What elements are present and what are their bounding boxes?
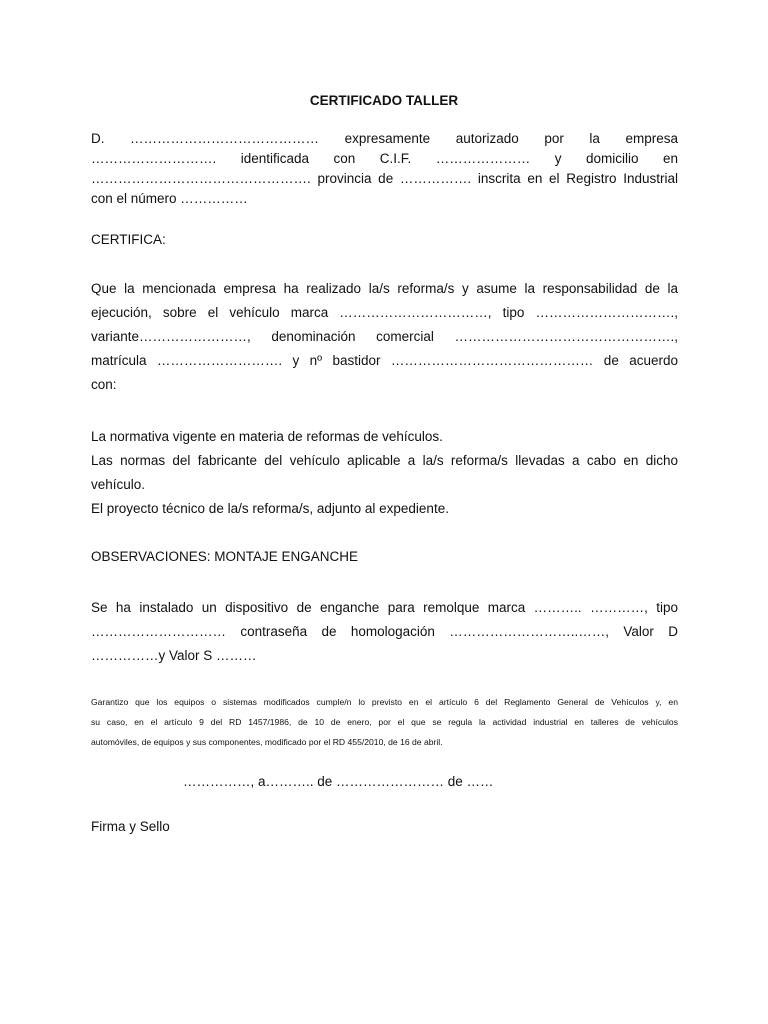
standards-line: El proyecto técnico de la/s reforma/s, adjunto al expediente. [91, 501, 449, 516]
guarantee-line: Garantizo que los equipos o sistemas modificados cumple/n lo previsto en el artículo 6 del Reglamento General de Vehículos y, en [91, 697, 678, 707]
standards-line: La normativa vigente en materia de reformas de vehículos. [91, 429, 443, 444]
place-date-line: ……………, a……….. de …………………… de …… [183, 774, 494, 789]
certification-line: con: [91, 377, 117, 392]
certifica-heading: CERTIFICA: [91, 232, 166, 247]
hitch-line: ………………………… contraseña de homologación ………………………..……, Valor D [91, 624, 678, 639]
standards-line: Las normas del fabricante del vehículo aplicable a la/s reforma/s llevadas a cabo en dicho [91, 453, 678, 468]
hitch-line: Se ha instalado un dispositivo de enganche para remolque marca ……….. …………, tipo [91, 600, 678, 615]
signature-label: Firma y Sello [91, 819, 170, 834]
certification-paragraph [91, 277, 678, 397]
standards-line: vehículo. [91, 477, 146, 492]
certification-line: Que la mencionada empresa ha realizado la/s reforma/s y asume la responsabilidad de la [91, 281, 678, 296]
certification-line: ejecución, sobre el vehículo marca ……………………………, tipo …………………………., [91, 305, 678, 320]
certification-line: matrícula ………………………. y nº bastidor ……………………………………… de acuerdo [91, 353, 678, 368]
observations-heading: OBSERVACIONES: MONTAJE ENGANCHE [91, 549, 359, 564]
hitch-line: ……………y Valor S ……… [91, 648, 257, 663]
standards-paragraph [91, 425, 678, 521]
intro-line: D. …………………………………… expresamente autorizado por la empresa [91, 131, 678, 146]
guarantee-line: automóviles, de equipos y sus componentes, modificado por el RD 455/2010, de 16 de abril. [91, 737, 443, 747]
hitch-paragraph [91, 596, 678, 668]
guarantee-line: su caso, en el artículo 9 del RD 1457/1986, de 10 de enero, por el que se regula la actividad industrial en talleres de vehículos [91, 717, 678, 727]
intro-line: …………………………………………. provincia de ……………. inscrita en el Registro Industrial [91, 171, 678, 186]
guarantee-paragraph [91, 692, 678, 752]
certification-line: variante……………………, denominación comercial …………………………………………., [91, 329, 678, 344]
intro-line: ………………………. identificada con C.I.F. ………………… y domicilio en [91, 151, 678, 166]
intro-line: con el número …………… [91, 191, 248, 206]
intro-paragraph [91, 129, 678, 209]
document-title: CERTIFICADO TALLER [309, 93, 459, 108]
